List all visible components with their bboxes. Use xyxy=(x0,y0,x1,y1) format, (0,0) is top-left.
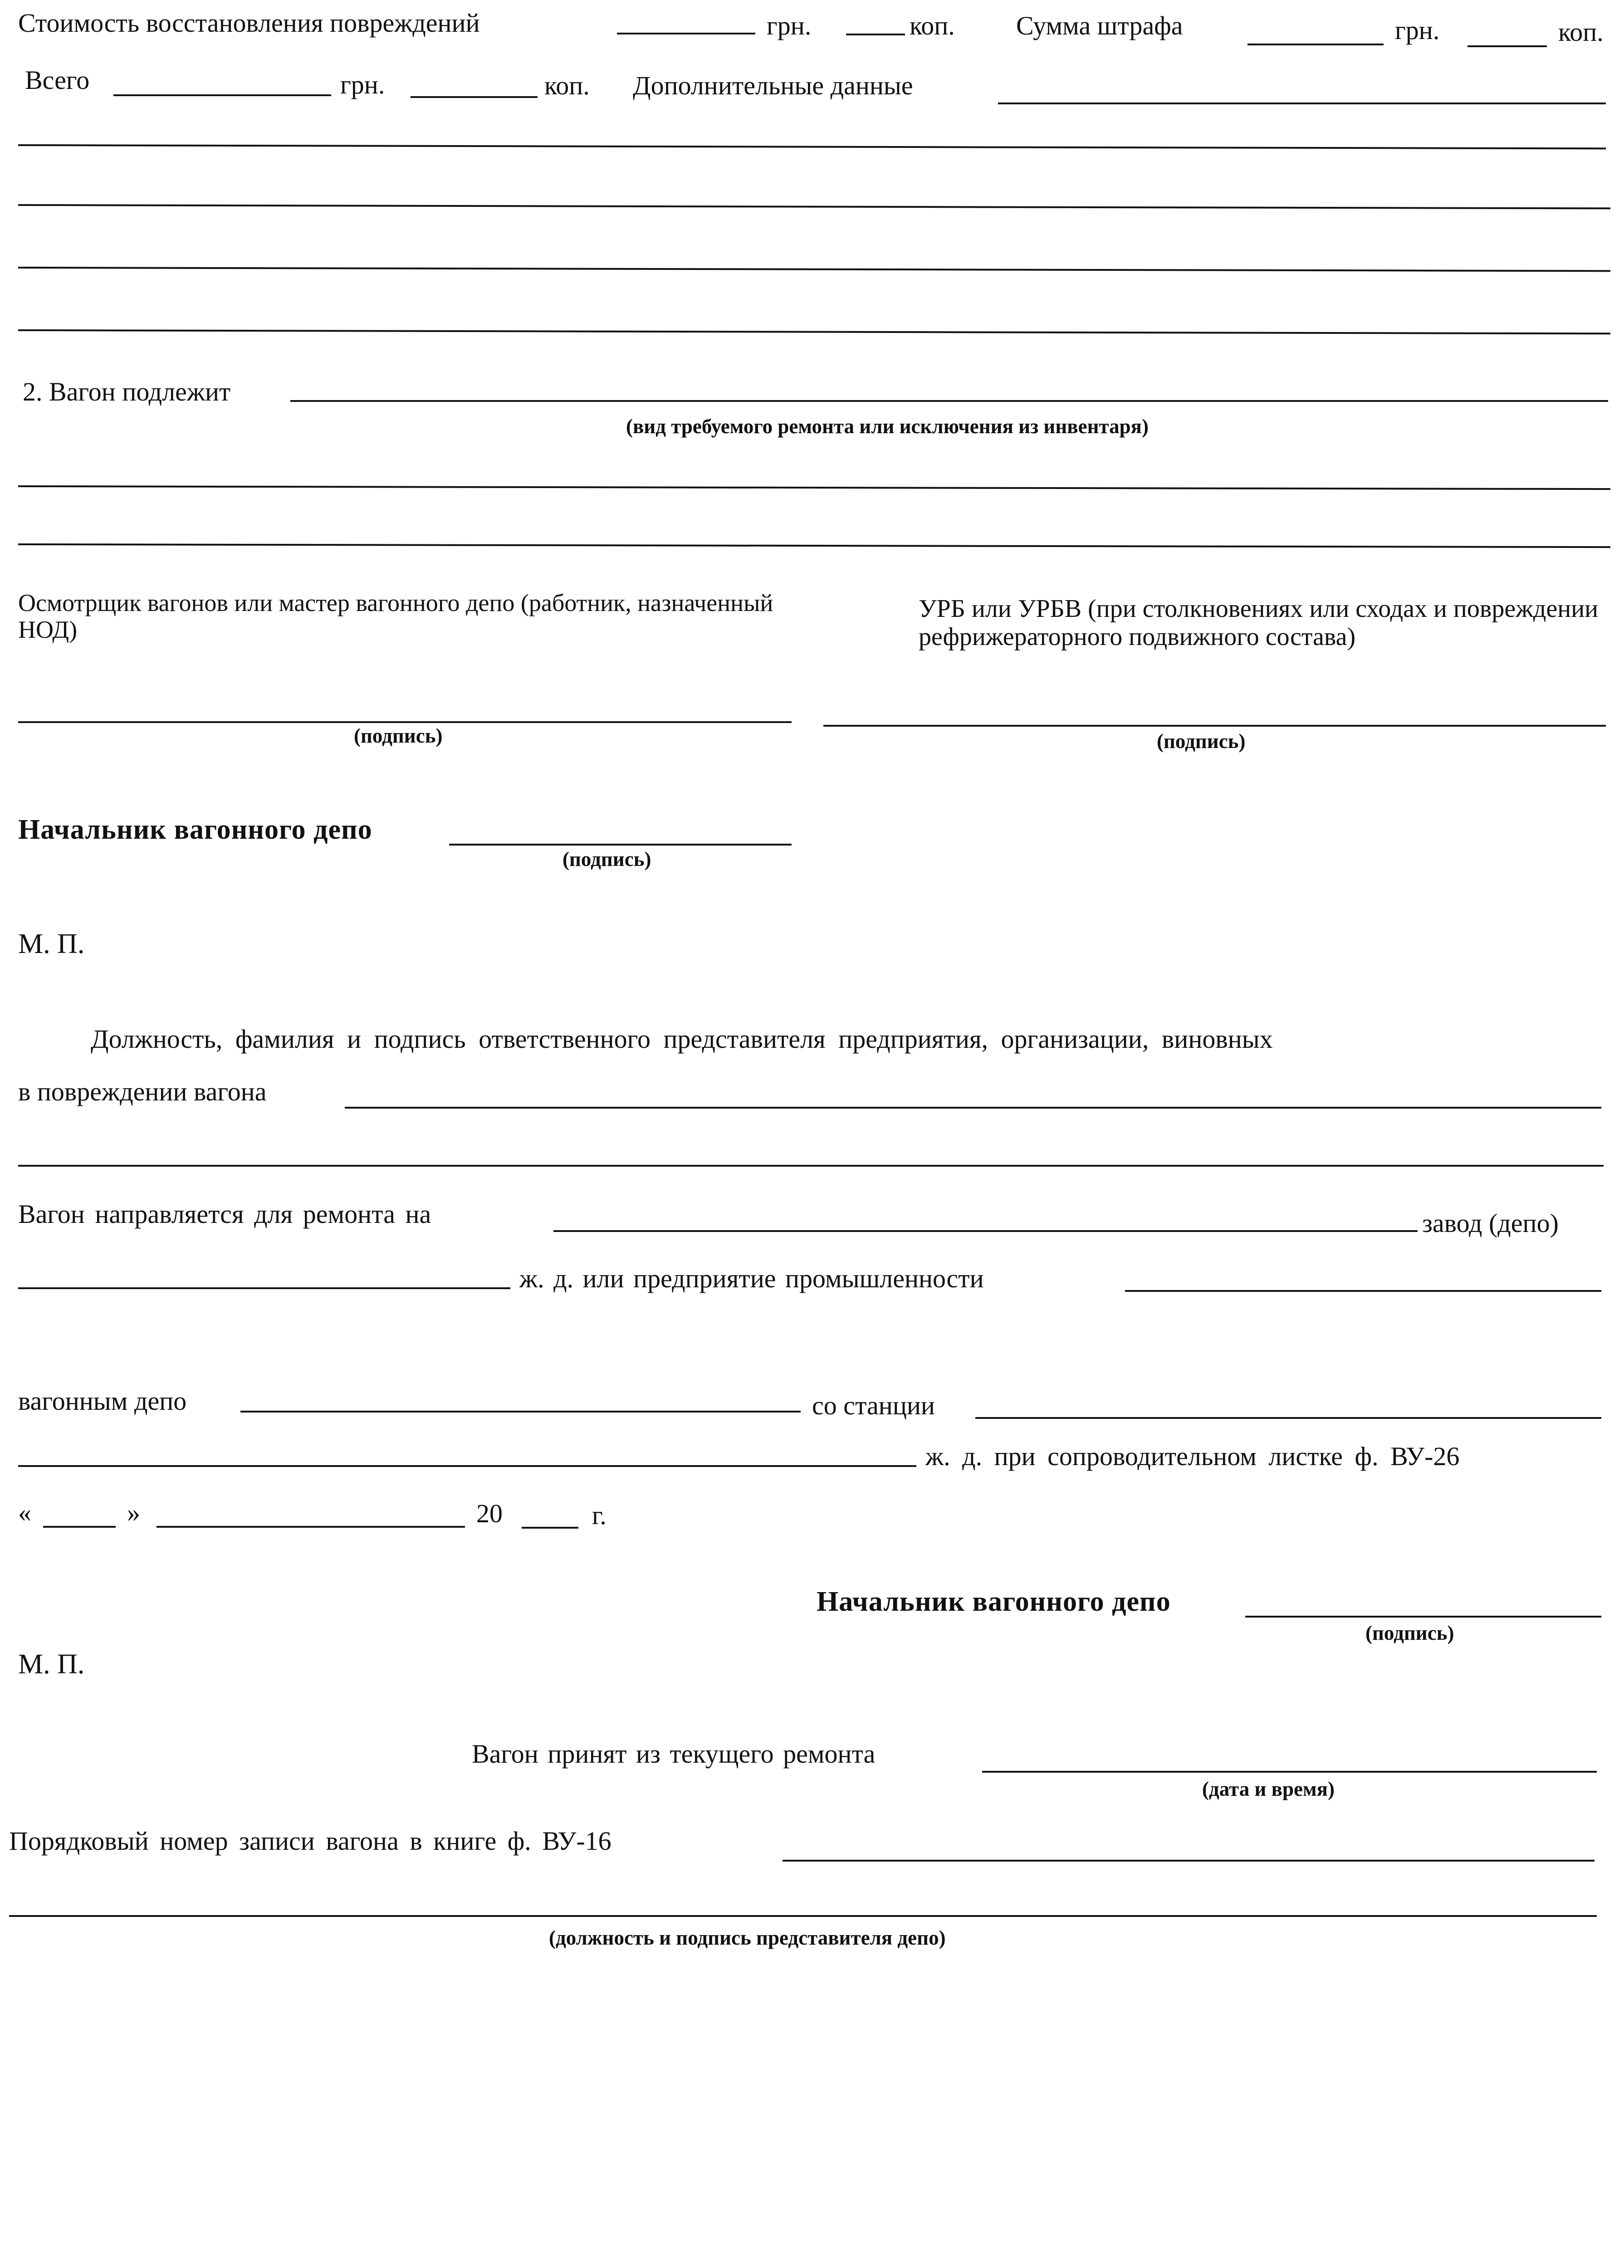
accepted-from-repair-label: Вагон принят из текущего ремонта xyxy=(472,1739,876,1769)
date-close-quote: » xyxy=(127,1498,140,1527)
accepted-datetime-field[interactable] xyxy=(982,1771,1597,1773)
wagon-subject-field[interactable] xyxy=(290,400,1608,402)
date-open-quote: « xyxy=(18,1498,31,1527)
record-number-label: Порядковый номер записи вагона в книге ф. ВУ-16 xyxy=(9,1826,611,1856)
railway-form-label: ж. д. при сопроводительном листке ф. ВУ-26 xyxy=(925,1442,1460,1471)
urb-signature-caption: (подпись) xyxy=(1157,730,1246,753)
urb-signature-field[interactable] xyxy=(823,725,1606,727)
depot-chief-label-2: Начальник вагонного депо xyxy=(817,1586,1171,1617)
fine-sum-kop-label: коп. xyxy=(1558,17,1604,47)
depot-chief-signature-caption-1: (подпись) xyxy=(563,848,651,870)
wagon-depot-label: вагонным депо xyxy=(18,1386,187,1416)
depot-representative-field[interactable] xyxy=(9,1915,1597,1917)
inspector-signature-field[interactable] xyxy=(18,721,792,723)
depot-chief-label-1: Начальник вагонного депо xyxy=(18,814,372,845)
from-station-field[interactable] xyxy=(975,1417,1601,1419)
date-year-suffix: г. xyxy=(592,1501,607,1530)
industry-field[interactable] xyxy=(1125,1290,1601,1292)
additional-data-line-3[interactable] xyxy=(18,267,1610,272)
railway-or-industry-label: ж. д. или предприятие промышленности xyxy=(519,1264,984,1293)
depot-representative-caption: (должность и подпись представителя депо) xyxy=(549,1926,946,1949)
date-year-prefix: 20 xyxy=(476,1499,503,1528)
record-number-field[interactable] xyxy=(783,1860,1595,1862)
fine-sum-label: Сумма штрафа xyxy=(1016,11,1183,40)
restore-cost-grn-field[interactable] xyxy=(617,33,755,34)
from-station-label: со станции xyxy=(812,1391,935,1420)
wagon-subject-line-2[interactable] xyxy=(18,543,1610,548)
wagon-subject-line-1[interactable] xyxy=(18,485,1610,490)
stamp-place-2: М. П. xyxy=(18,1649,85,1680)
fine-sum-grn-label: грн. xyxy=(1395,15,1440,45)
depot-chief-signature-field-1[interactable] xyxy=(449,844,792,846)
wagon-depot-field[interactable] xyxy=(240,1411,801,1413)
sent-for-repair-label: Вагон направляется для ремонта на xyxy=(18,1199,431,1229)
restore-cost-grn-label: грн. xyxy=(767,11,812,40)
restore-cost-kop-field[interactable] xyxy=(846,34,905,35)
additional-data-field[interactable] xyxy=(998,103,1606,104)
railway-field[interactable] xyxy=(18,1287,510,1289)
responsible-label-line-1: Должность, фамилия и подпись ответственного представителя предприятия, организации, виновных xyxy=(91,1024,1273,1054)
additional-data-line-2[interactable] xyxy=(18,204,1610,209)
responsible-label-line-2: в повреждении вагона xyxy=(18,1077,267,1106)
total-grn-field[interactable] xyxy=(113,94,331,96)
restore-cost-label: Стоимость восстановления повреждений xyxy=(18,8,480,38)
additional-data-label: Дополнительные данные xyxy=(633,71,913,100)
date-year-field[interactable] xyxy=(522,1527,578,1529)
wagon-subject-caption: (вид требуемого ремонта или исключения из инвентаря) xyxy=(626,415,1149,438)
urb-label: УРБ или УРБВ (при столкновениях или сходах и повреждении рефрижераторного подвижного состава) xyxy=(919,595,1599,651)
plant-depot-label: завод (депо) xyxy=(1422,1208,1559,1238)
depot-chief-signature-field-2[interactable] xyxy=(1245,1616,1601,1618)
responsible-field[interactable] xyxy=(345,1107,1601,1109)
date-day-field[interactable] xyxy=(43,1526,116,1528)
stamp-place-1: М. П. xyxy=(18,929,85,959)
total-label: Всего xyxy=(25,65,90,95)
date-month-field[interactable] xyxy=(157,1526,465,1528)
total-kop-field[interactable] xyxy=(411,96,538,98)
railway-name-field[interactable] xyxy=(18,1465,916,1467)
responsible-field-line-2[interactable] xyxy=(18,1165,1604,1167)
total-kop-label: коп. xyxy=(544,71,590,100)
inspector-signature-caption: (подпись) xyxy=(354,724,443,747)
wagon-subject-label: 2. Вагон подлежит xyxy=(23,377,231,406)
fine-sum-kop-field[interactable] xyxy=(1467,45,1547,47)
additional-data-line-1[interactable] xyxy=(18,144,1606,149)
inspector-label: Осмотрщик вагонов или мастер вагонного депо (работник, назначенный НОД) xyxy=(18,589,773,644)
depot-chief-signature-caption-2: (подпись) xyxy=(1365,1622,1454,1644)
additional-data-line-4[interactable] xyxy=(18,329,1610,334)
repair-destination-field[interactable] xyxy=(553,1230,1418,1232)
fine-sum-grn-field[interactable] xyxy=(1247,44,1384,45)
total-grn-label: грн. xyxy=(340,70,385,99)
restore-cost-kop-label: коп. xyxy=(910,11,955,40)
accepted-datetime-caption: (дата и время) xyxy=(1202,1778,1335,1800)
